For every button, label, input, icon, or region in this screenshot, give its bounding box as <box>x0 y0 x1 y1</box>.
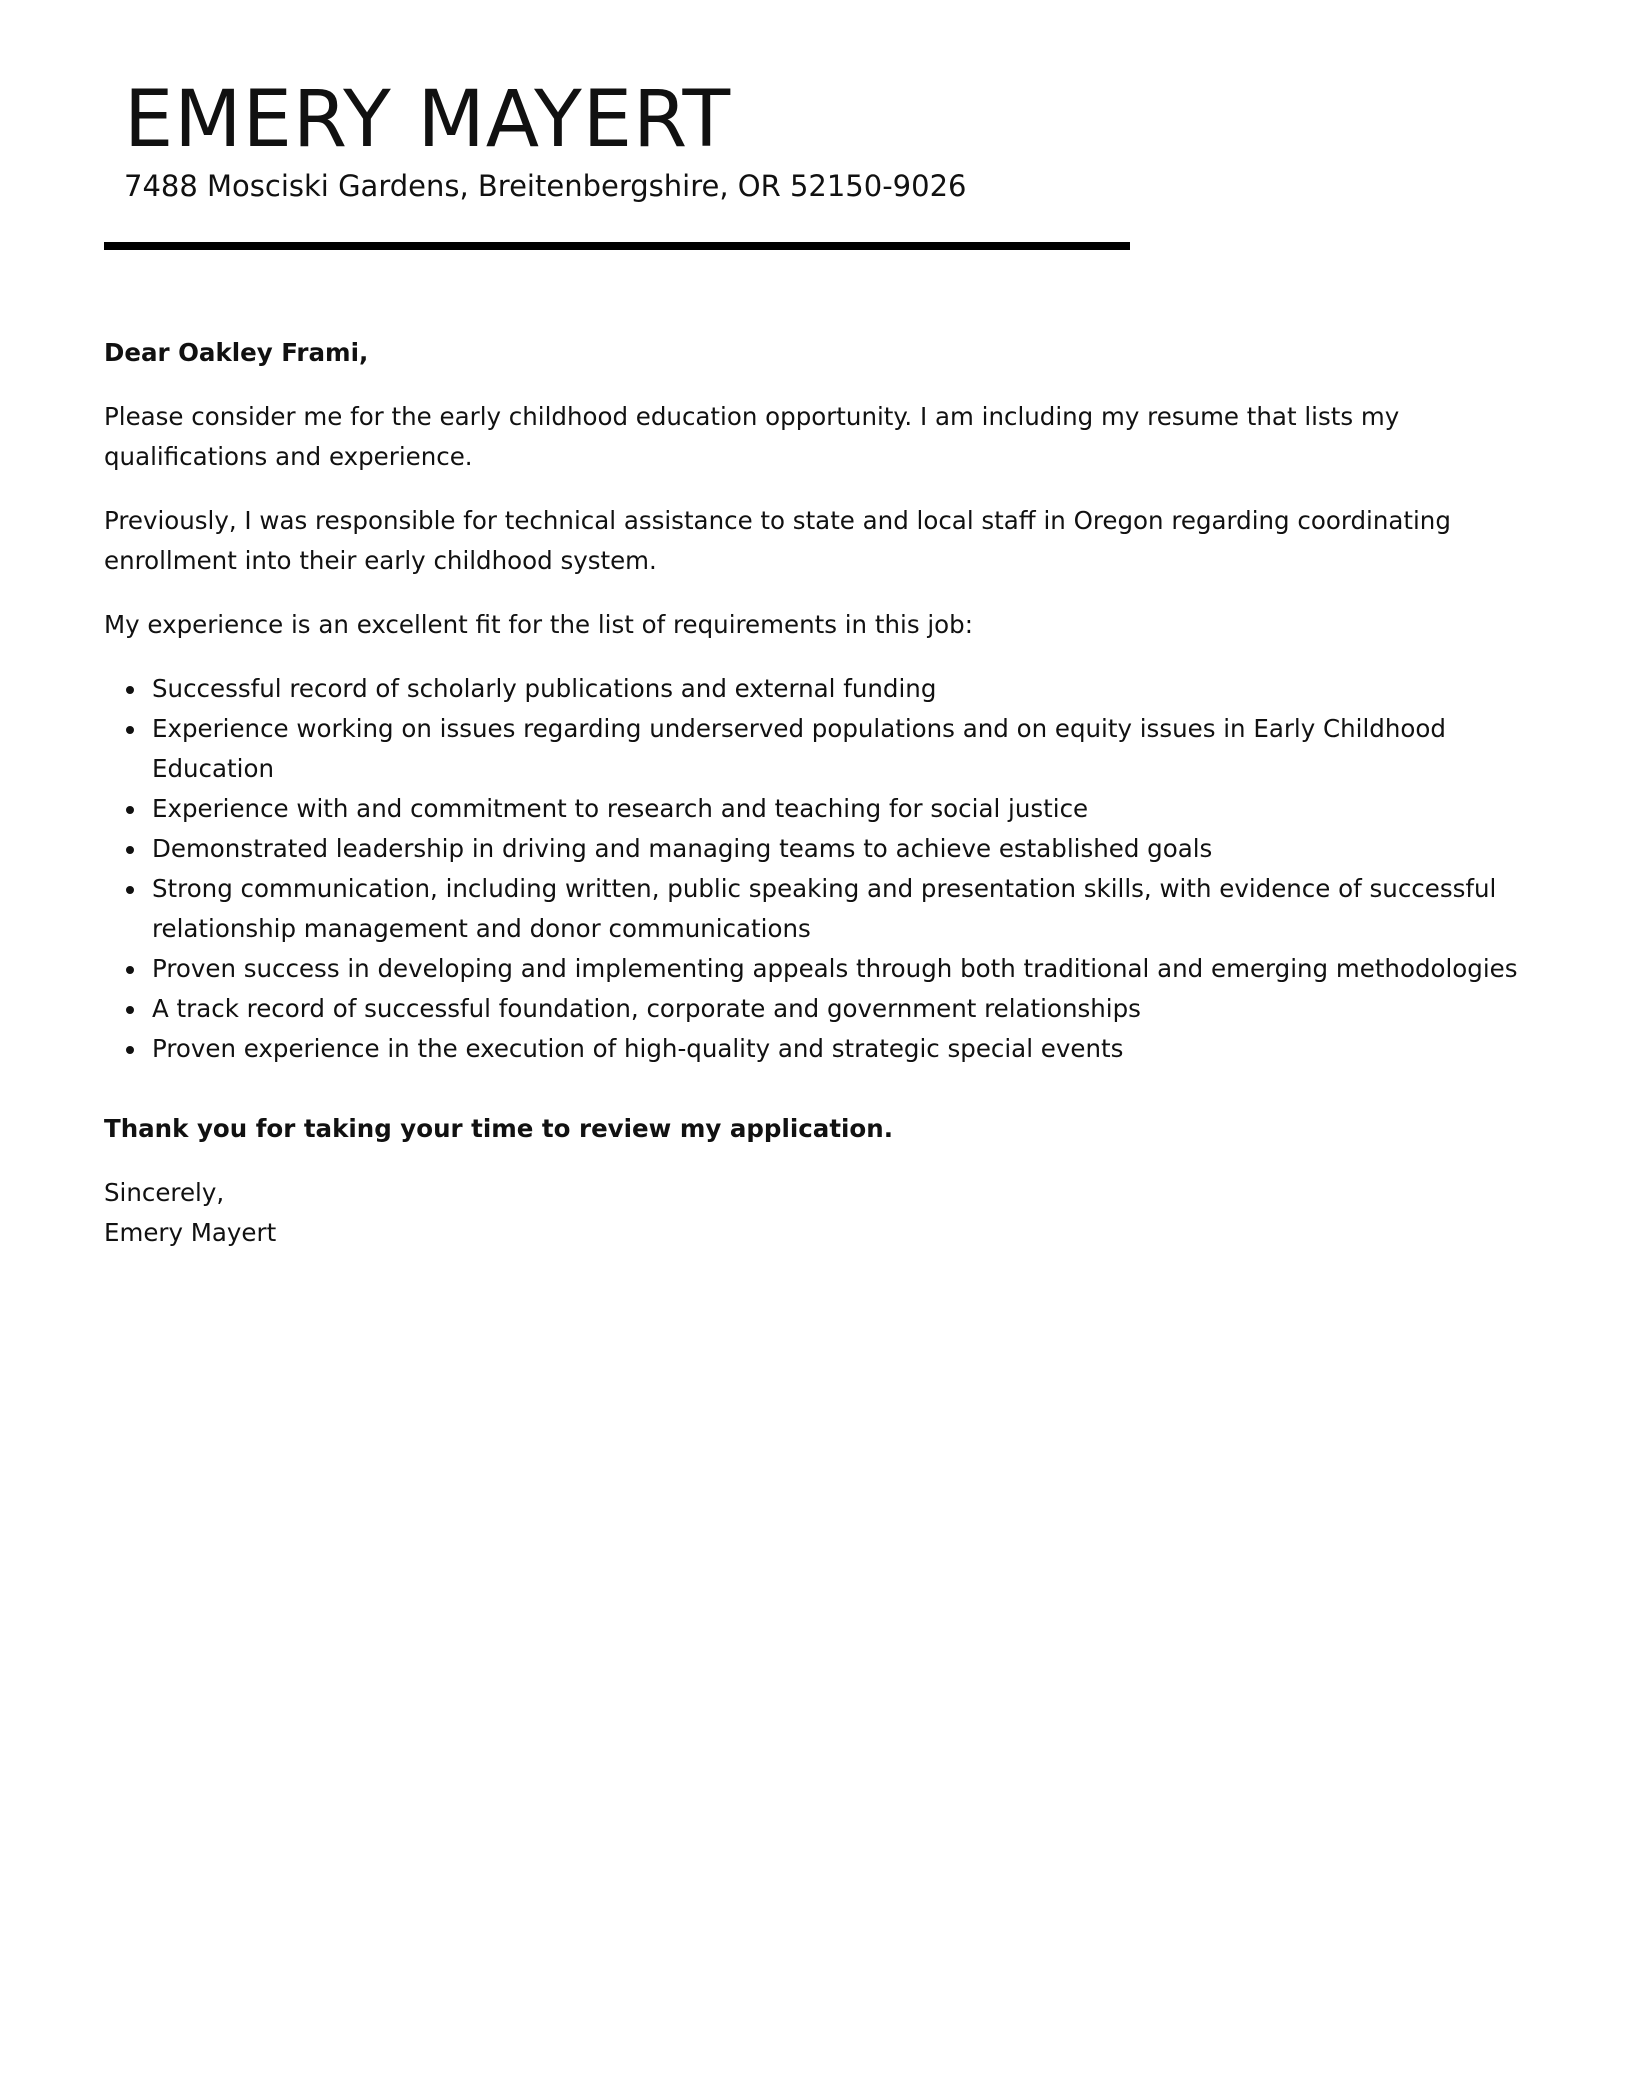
intro-paragraph: Please consider me for the early childhood education opportunity. I am including my resume that lists my qualifications and experience. <box>104 402 1400 471</box>
sender-name: EMERY MAYERT <box>124 75 732 165</box>
list-item <box>152 669 1544 709</box>
bullet-icon <box>126 1046 134 1054</box>
header-divider <box>104 242 1130 250</box>
list-item <box>152 869 1544 949</box>
list-item-text: A track record of successful foundation, corporate and government relationships <box>152 994 1141 1023</box>
list-item-text: Demonstrated leadership in driving and managing teams to achieve established goals <box>152 834 1213 863</box>
signoff: Sincerely, <box>104 1178 225 1207</box>
list-item-text: Experience working on issues regarding underserved populations and on equity issues in Early Childhood Education <box>152 714 1446 783</box>
signature-name: Emery Mayert <box>104 1218 277 1247</box>
list-item-text: Experience with and commitment to research and teaching for social justice <box>152 794 1089 823</box>
bullet-icon <box>126 966 134 974</box>
requirements-list <box>104 669 1544 1069</box>
list-item <box>152 829 1544 869</box>
list-item <box>152 1029 1544 1069</box>
list-item-text: Successful record of scholarly publications and external funding <box>152 674 937 703</box>
list-item-text: Proven experience in the execution of high-quality and strategic special events <box>152 1034 1124 1063</box>
closing-statement: Thank you for taking your time to review my application. <box>104 1114 894 1143</box>
requirements-intro-paragraph: My experience is an excellent fit for the list of requirements in this job: <box>104 610 973 639</box>
list-item <box>152 949 1544 989</box>
salutation: Dear Oakley Frami, <box>104 338 369 367</box>
sender-address: 7488 Mosciski Gardens, Breitenbergshire, OR 52150-9026 <box>124 169 967 203</box>
letter-body <box>104 333 1544 1253</box>
experience-paragraph: Previously, I was responsible for technical assistance to state and local staff in Oregon regarding coordinating enrollment into their early childhood system. <box>104 506 1451 575</box>
list-item <box>152 709 1544 789</box>
bullet-icon <box>126 886 134 894</box>
bullet-icon <box>126 806 134 814</box>
list-item-text: Strong communication, including written, public speaking and presentation skills, with evidence of successful relationship management and donor communications <box>152 874 1497 943</box>
list-item-text: Proven success in developing and implementing appeals through both traditional and emerging methodologies <box>152 954 1518 983</box>
list-item <box>152 989 1544 1029</box>
bullet-icon <box>126 686 134 694</box>
bullet-icon <box>126 846 134 854</box>
list-item <box>152 789 1544 829</box>
bullet-icon <box>126 726 134 734</box>
bullet-icon <box>126 1006 134 1014</box>
